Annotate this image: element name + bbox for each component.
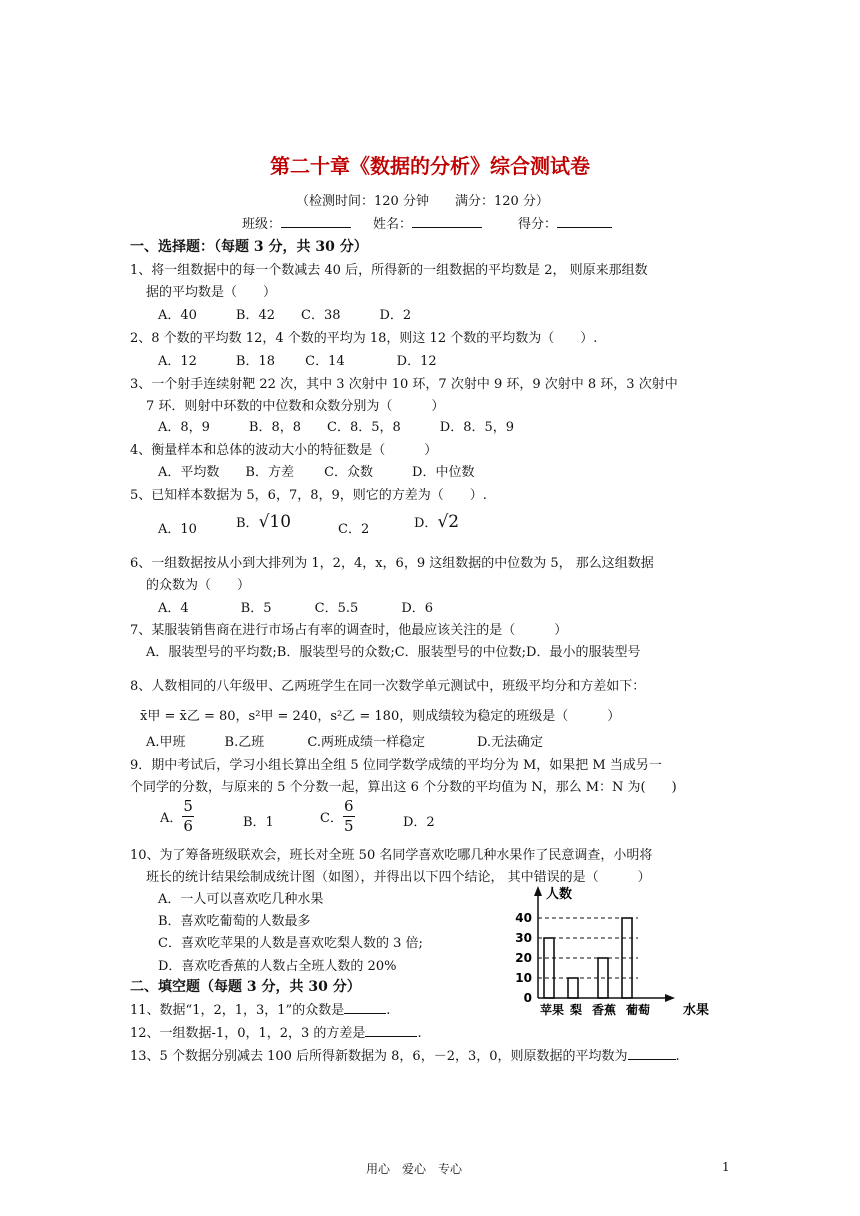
class-field xyxy=(242,213,351,232)
q8-text: 8、人数相同的八年级甲、乙两班学生在同一次数学单元测试中，班级平均分和方差如下： xyxy=(130,679,646,694)
q13-answer-blank[interactable] xyxy=(628,1059,676,1060)
q11-prompt: 11、数据“1，2，1，3，1”的众数是 xyxy=(130,1003,345,1018)
q11-period: . xyxy=(386,1003,391,1018)
class-blank[interactable] xyxy=(281,227,351,228)
score-blank[interactable] xyxy=(557,227,612,228)
class-label: 班级： xyxy=(242,217,282,232)
q2-options: A．12 B．18 C．14 D．12 xyxy=(158,354,437,369)
q4-options: A．平均数 B．方差 C．众数 D．中位数 xyxy=(158,465,475,480)
q10-text-line2: 班长的统计结果绘制成统计图（如图），并得出以下四个结论， 其中错误的是（ ） xyxy=(146,870,651,885)
q3-text-line2: 7 环．则射中环数的中位数和众数分别为（ ） xyxy=(146,399,445,414)
bar-梨 xyxy=(568,978,578,998)
q9-option-a-label: A． xyxy=(160,811,183,826)
q9-option-b: B．1 xyxy=(243,815,274,830)
q4-text: 4、衡量样本和总体的波动大小的特征数是（ ） xyxy=(130,443,438,458)
q1-text-line2: 据的平均数是（ ） xyxy=(146,285,277,300)
x-tick-label-苹果: 苹果 xyxy=(539,1003,565,1017)
q8-formula: x̄甲 = x̄乙 = 80，s²甲 = 240，s²乙 = 180，则成绩较为稳定的班级是（ ） xyxy=(140,709,621,724)
q5-option-b-label: B． xyxy=(236,516,259,531)
q7-options: A．服装型号的平均数;B．服装型号的众数;C．服装型号的中位数;D．最小的服装型号 xyxy=(146,645,641,660)
name-label: 姓名： xyxy=(373,217,413,232)
score-label: 得分： xyxy=(518,217,558,232)
y-tick-label-0: 0 xyxy=(523,991,532,1005)
q3-options: A．8，9 B．8，8 C．8．5，8 D．8．5，9 xyxy=(158,420,515,435)
exam-info: （检测时间：120 分钟 满分：120 分） xyxy=(296,194,549,209)
q9-a-numerator: 5 xyxy=(183,797,193,815)
y-tick-label-20: 20 xyxy=(515,951,532,965)
q7-text: 7、某服装销售商在进行市场占有率的调查时，他最应该关注的是（ ） xyxy=(130,623,568,638)
x-axis-label: 水果 xyxy=(683,1003,710,1018)
q10-option-a: A．一人可以喜欢吃几种水果 xyxy=(158,892,324,907)
footer-motto: 用心 爱心 专心 xyxy=(366,1162,463,1176)
q9-option-a xyxy=(160,797,194,836)
x-tick-label-葡萄: 葡萄 xyxy=(625,1003,651,1017)
y-tick-label-10: 10 xyxy=(515,971,532,985)
fruit-chart-svg xyxy=(508,880,728,1025)
q2-text: 2、8 个数的平均数 12，4 个数的平均为 18，则这 12 个数的平均数为（ ）. xyxy=(130,331,598,346)
x-tick-label-香蕉: 香蕉 xyxy=(591,1003,617,1017)
q9-option-d: D．2 xyxy=(403,815,435,830)
q10-text-line1: 10、为了筹备班级联欢会，班长对全班 50 名同学喜欢吃哪几种水果作了民意调查，小明将 xyxy=(130,848,653,863)
q13-period: . xyxy=(675,1049,680,1064)
q9-option-c-label: C． xyxy=(320,811,343,826)
q8-options: A.甲班 B.乙班 C.两班成绩一样稳定 D.无法确定 xyxy=(146,735,544,750)
q9-option-a-fraction xyxy=(182,797,194,836)
q12-text xyxy=(130,1022,422,1041)
q12-prompt: 12、一组数据-1，0，1，2，3 的方差是 xyxy=(130,1026,366,1041)
q5-text: 5、已知样本数据为 5，6，7，8，9，则它的方差为（ ）. xyxy=(130,488,487,503)
page-title: 第二十章《数据的分析》综合测试卷 xyxy=(270,154,590,178)
q1-options: A．40 B．42 C．38 D．2 xyxy=(158,308,412,323)
q9-option-c-fraction xyxy=(343,797,355,836)
q11-answer-blank[interactable] xyxy=(344,1013,386,1014)
q5-option-c: C．2 xyxy=(338,522,370,537)
q9-option-c xyxy=(320,797,355,836)
q5-option-d-label: D． xyxy=(414,516,438,531)
q10-option-c: C．喜欢吃苹果的人数是喜欢吃梨人数的 3 倍; xyxy=(158,936,423,951)
fruit-bar-chart xyxy=(508,880,728,1025)
q6-text-line2: 的众数为（ ） xyxy=(146,578,251,593)
section-choice-title: 一、选择题：（每题 3 分，共 30 分） xyxy=(130,239,368,255)
q9-c-numerator: 6 xyxy=(343,797,354,815)
q3-text-line1: 3、一个射手连续射靶 22 次，其中 3 次射中 10 环，7 次射中 9 环，9 次射中 8 环，3 次射中 xyxy=(130,377,678,392)
y-axis-label: 人数 xyxy=(546,887,573,902)
q13-text xyxy=(130,1045,680,1064)
q12-period: . xyxy=(417,1026,422,1041)
q5-option-d-root: √2 xyxy=(437,512,460,532)
q1-text-line1: 1、将一组数据中的每一个数减去 40 后，所得新的一组数据的平均数是 2， 则原来那组数 xyxy=(130,263,648,278)
q6-options: A．4 B．5 C．5.5 D．6 xyxy=(158,601,434,616)
q10-option-d: D．喜欢吃香蕉的人数占全班人数的 20% xyxy=(158,959,397,974)
q10-option-b: B．喜欢吃葡萄的人数最多 xyxy=(158,914,311,929)
x-tick-label-梨: 梨 xyxy=(569,1003,583,1017)
bar-苹果 xyxy=(544,938,554,998)
q13-prompt: 13、5 个数据分别减去 100 后所得新数据为 8，6，－2，3，0，则原数据的平均数为 xyxy=(130,1049,628,1064)
q5-option-b-root: √10 xyxy=(258,512,292,532)
q9-c-denominator: 5 xyxy=(343,817,354,835)
page-number: 1 xyxy=(722,1160,730,1174)
q5-option-d xyxy=(414,512,459,532)
q12-answer-blank[interactable] xyxy=(365,1036,417,1037)
q6-text-line1: 6、一组数据按从小到大排列为 1，2，4，x，6，9 这组数据的中位数为 5， 那么这组数据 xyxy=(130,556,654,571)
y-tick-label-40: 40 xyxy=(515,911,532,925)
y-axis-arrow xyxy=(534,886,542,896)
y-tick-label-30: 30 xyxy=(515,931,532,945)
q9-a-denominator: 6 xyxy=(183,817,193,835)
score-field xyxy=(518,213,612,232)
section-fill-title: 二、填空题（每题 3 分，共 30 分） xyxy=(130,979,361,995)
name-blank[interactable] xyxy=(412,227,482,228)
q9-text-line2: 个同学的分数，与原来的 5 个分数一起，算出这 6 个分数的平均值为 N，那么 M：N 为( ) xyxy=(130,780,677,795)
q9-text-line1: 9．期中考试后，学习小组长算出全组 5 位同学数学成绩的平均分为 M，如果把 M 当成另一 xyxy=(130,758,662,773)
q5-option-b xyxy=(236,512,291,532)
q5-option-a: A．10 xyxy=(158,522,197,537)
q11-text xyxy=(130,999,390,1018)
name-field xyxy=(373,213,482,232)
x-axis-arrow xyxy=(665,994,675,1002)
